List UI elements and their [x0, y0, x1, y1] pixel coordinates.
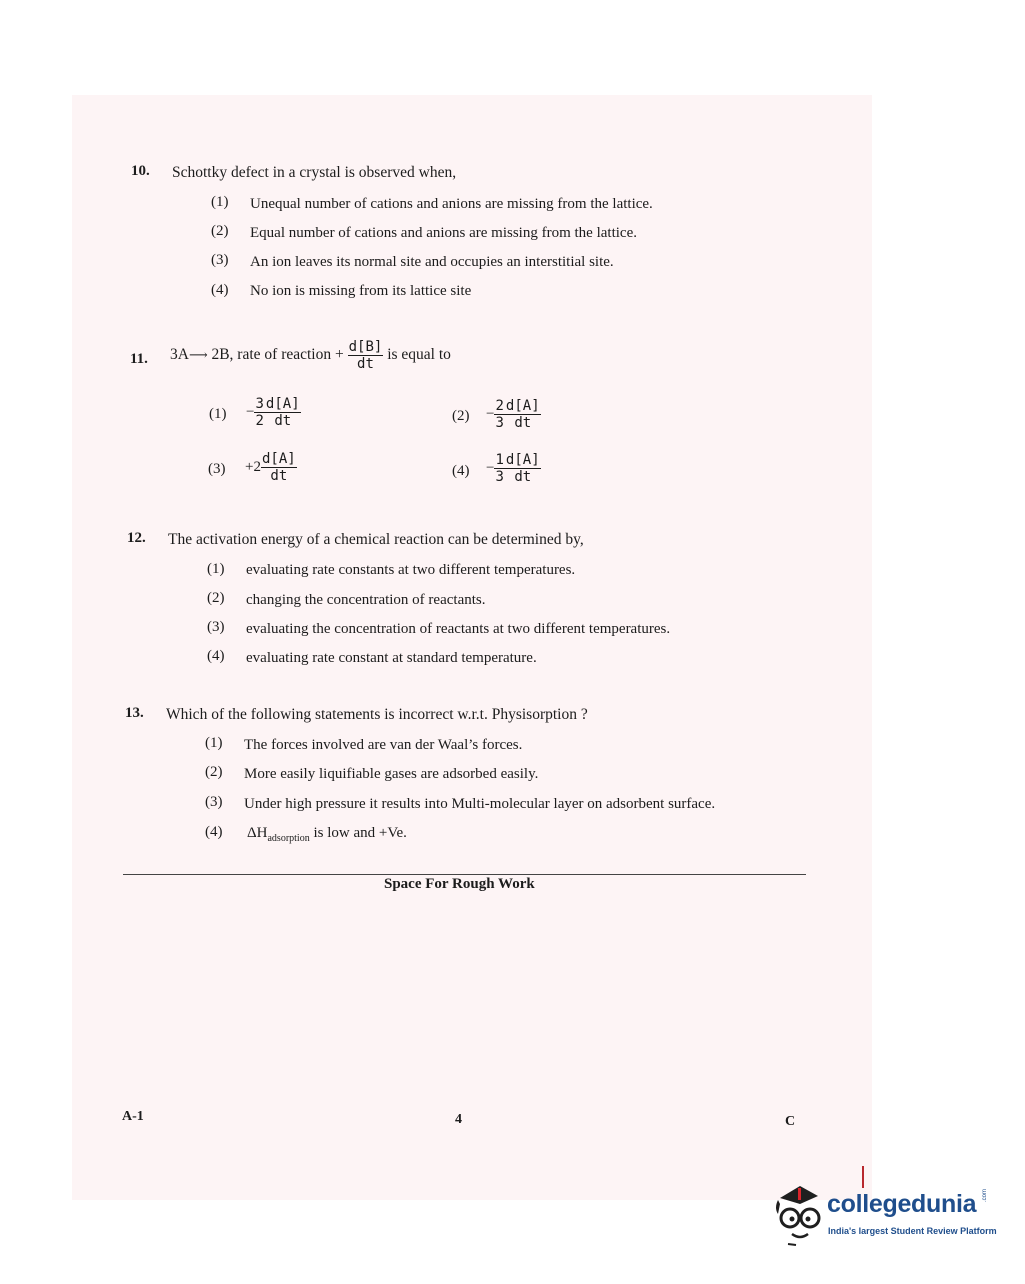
collegedunia-logo — [766, 1178, 1006, 1248]
q11-option-4-expr — [486, 452, 541, 485]
question-12-number: 12. — [127, 530, 146, 546]
q11-option-3-den: dt — [270, 468, 288, 485]
q12-option-1-label: (1) — [207, 561, 225, 577]
q11-option-2-label: (2) — [452, 408, 470, 424]
q11-option-1-coef-den: 2 — [255, 413, 264, 430]
q13-option-4-subscript: adsorption — [267, 833, 310, 844]
q11-option-2-num: d[A] — [505, 398, 540, 414]
q12-option-4-label: (4) — [207, 648, 225, 664]
q12-option-1-text: evaluating rate constants at two different temperatures. — [246, 562, 576, 578]
q10-option-3-text: An ion leaves its normal site and occupies an interstitial site. — [250, 254, 614, 270]
q11-option-4-coef-num: 1 — [495, 452, 504, 468]
rough-work-label: Space For Rough Work — [384, 876, 535, 892]
q11-option-1-expr — [246, 396, 301, 429]
q11-option-2-den: dt — [514, 415, 532, 432]
q11-option-1-den: dt — [274, 413, 292, 430]
q11-option-4-num: d[A] — [505, 452, 540, 468]
brand-tagline: India's largest Student Review Platform — [828, 1226, 997, 1236]
q11-option-4-label: (4) — [452, 463, 470, 479]
q10-option-3-label: (3) — [211, 252, 229, 268]
q11-stem-fraction — [348, 339, 384, 372]
q13-option-1-text: The forces involved are van der Waal’s forces. — [244, 737, 523, 753]
brand-suffix: .com — [982, 1188, 988, 1202]
question-10-number: 10. — [131, 163, 150, 179]
q11-stem-suffix: is equal to — [387, 346, 451, 364]
question-11-number: 11. — [130, 351, 148, 367]
q11-option-2-coef-num: 2 — [495, 398, 504, 414]
q13-option-3-text: Under high pressure it results into Multi-molecular layer on adsorbent surface. — [244, 796, 716, 812]
q11-option-4-coef-den: 3 — [495, 469, 504, 486]
q11-option-2-coef — [494, 398, 504, 431]
q11-option-2-sign: − — [486, 406, 495, 423]
q11-option-3-label: (3) — [208, 461, 226, 477]
q13-option-4-text — [247, 825, 407, 844]
rough-work-divider — [123, 874, 806, 875]
q11-stem-arrow: ⟶ — [188, 348, 208, 364]
q11-option-1-num: d[A] — [265, 396, 300, 412]
q11-stem-frac-den: dt — [357, 356, 374, 373]
q13-option-4-label: (4) — [205, 824, 223, 840]
brand-name: collegedunia — [827, 1190, 977, 1218]
q11-option-3-expr — [245, 451, 297, 484]
footer-paper-code: A-1 — [122, 1109, 144, 1124]
q10-option-1-text: Unequal number of cations and anions are missing from the lattice. — [250, 196, 653, 212]
q11-stem-frac-num: d[B] — [348, 339, 383, 355]
q11-option-3-frac — [261, 451, 297, 484]
q12-option-3-label: (3) — [207, 619, 225, 635]
q12-option-3-text: evaluating the concentration of reactants at two different temperatures. — [246, 621, 671, 637]
q12-option-4-text: evaluating rate constant at standard temperature. — [246, 650, 537, 666]
q13-option-4-delta-h: ΔH — [247, 825, 268, 841]
q10-option-2-label: (2) — [211, 223, 229, 239]
q10-option-4-label: (4) — [211, 282, 229, 298]
q11-option-3-num: d[A] — [261, 451, 296, 467]
q11-stem-prefix: 3A — [170, 346, 189, 364]
question-10-stem: Schottky defect in a crystal is observed when, — [172, 164, 457, 181]
q12-option-2-label: (2) — [207, 590, 225, 606]
q11-option-2-coef-den: 3 — [495, 415, 504, 432]
q11-option-1-coef — [254, 396, 264, 429]
question-12-stem: The activation energy of a chemical reaction can be determined by, — [168, 531, 584, 548]
q11-option-4-den: dt — [514, 469, 532, 486]
q13-option-4-rest: is low and +Ve. — [313, 825, 407, 841]
q11-option-1-coef-num: 3 — [255, 396, 264, 412]
q13-option-1-label: (1) — [205, 735, 223, 751]
footer-set-code: C — [785, 1114, 796, 1129]
q11-option-4-frac — [505, 452, 541, 485]
question-11-stem — [170, 339, 451, 372]
q11-option-4-coef — [494, 452, 504, 485]
q10-option-4-text: No ion is missing from its lattice site — [250, 283, 472, 299]
q11-option-3-sign: +2 — [245, 459, 261, 476]
q13-option-2-text: More easily liquifiable gases are adsorbed easily. — [244, 766, 539, 782]
q11-option-1-label: (1) — [209, 406, 227, 422]
question-13-stem: Which of the following statements is incorrect w.r.t. Physisorption ? — [166, 706, 588, 723]
q10-option-2-text: Equal number of cations and anions are missing from the lattice. — [250, 225, 637, 241]
q11-option-1-sign: − — [246, 404, 255, 421]
q12-option-2-text: changing the concentration of reactants. — [246, 592, 486, 608]
q11-option-1-frac — [265, 396, 301, 429]
mascot-icon — [766, 1178, 826, 1248]
question-13-number: 13. — [125, 705, 144, 721]
q10-option-1-label: (1) — [211, 194, 229, 210]
q11-option-2-expr — [486, 398, 541, 431]
q13-option-3-label: (3) — [205, 794, 223, 810]
footer-page-number: 4 — [455, 1112, 462, 1127]
q11-option-4-sign: − — [486, 460, 495, 477]
q13-option-2-label: (2) — [205, 764, 223, 780]
q11-option-2-frac — [505, 398, 541, 431]
q11-stem-mid: 2B, rate of reaction + — [211, 346, 344, 364]
